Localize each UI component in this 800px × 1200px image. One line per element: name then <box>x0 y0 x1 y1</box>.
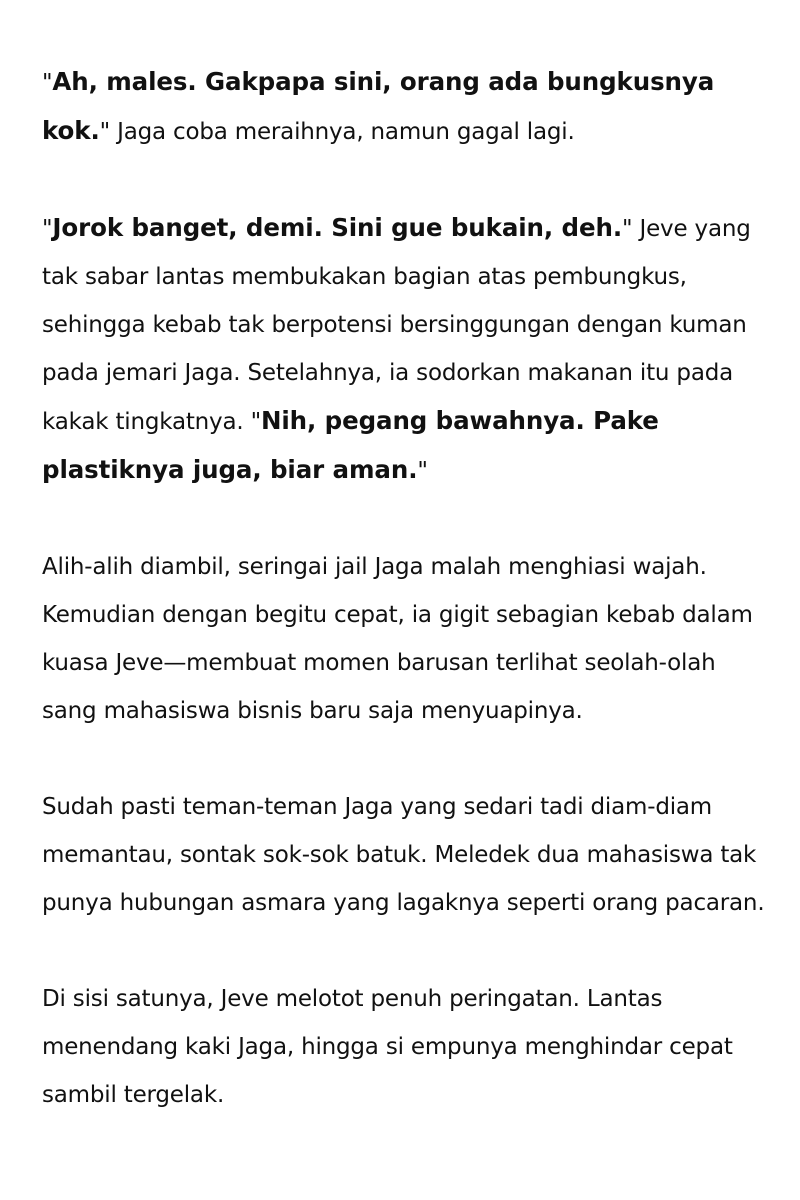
narration: " Jeve yang tak sabar lantas membukakan bagian atas pembungkus, sehingga kebab tak berpotensi bersinggungan dengan kuman pada jemari Jaga. Setelahnya, ia sodorkan makanan itu pada kakak tingkatnya. " <box>42 216 751 435</box>
narration: Di sisi satunya, Jeve melotot penuh peringatan. Lantas menendang kaki Jaga, hingga si empunya menghindar cepat sambil tergelak. <box>42 986 733 1108</box>
paragraph-4 <box>42 783 768 927</box>
quote-mark: " <box>42 216 53 242</box>
narration: Sudah pasti teman-teman Jaga yang sedari tadi diam-diam memantau, sontak sok-sok batuk. Meledek dua mahasiswa tak punya hubungan asmara yang lagaknya seperti orang pacaran. <box>42 794 765 916</box>
paragraph-2 <box>42 204 768 495</box>
narration: Alih-alih diambil, seringai jail Jaga malah menghiasi wajah. Kemudian dengan begitu cepat, ia gigit sebagian kebab dalam kuasa Jeve—membuat momen barusan terlihat seolah-olah sang mahasiswa bisnis baru saja menyuapinya. <box>42 554 753 724</box>
quote-mark: " <box>42 70 53 96</box>
paragraph-3 <box>42 543 768 735</box>
narration: " Jaga coba meraihnya, namun gagal lagi. <box>99 119 575 145</box>
paragraph-1 <box>42 58 768 156</box>
dialogue-bold: Ah, males. Gakpapa sini, orang ada bungkusnya kok. <box>42 67 715 145</box>
paragraph-5 <box>42 975 768 1119</box>
story-page <box>42 58 768 1119</box>
quote-mark: " <box>417 458 428 484</box>
dialogue-bold: Nih, pegang bawahnya. Pake plastiknya juga, biar aman. <box>42 406 659 484</box>
dialogue-bold: Jorok banget, demi. Sini gue bukain, deh. <box>52 213 623 242</box>
